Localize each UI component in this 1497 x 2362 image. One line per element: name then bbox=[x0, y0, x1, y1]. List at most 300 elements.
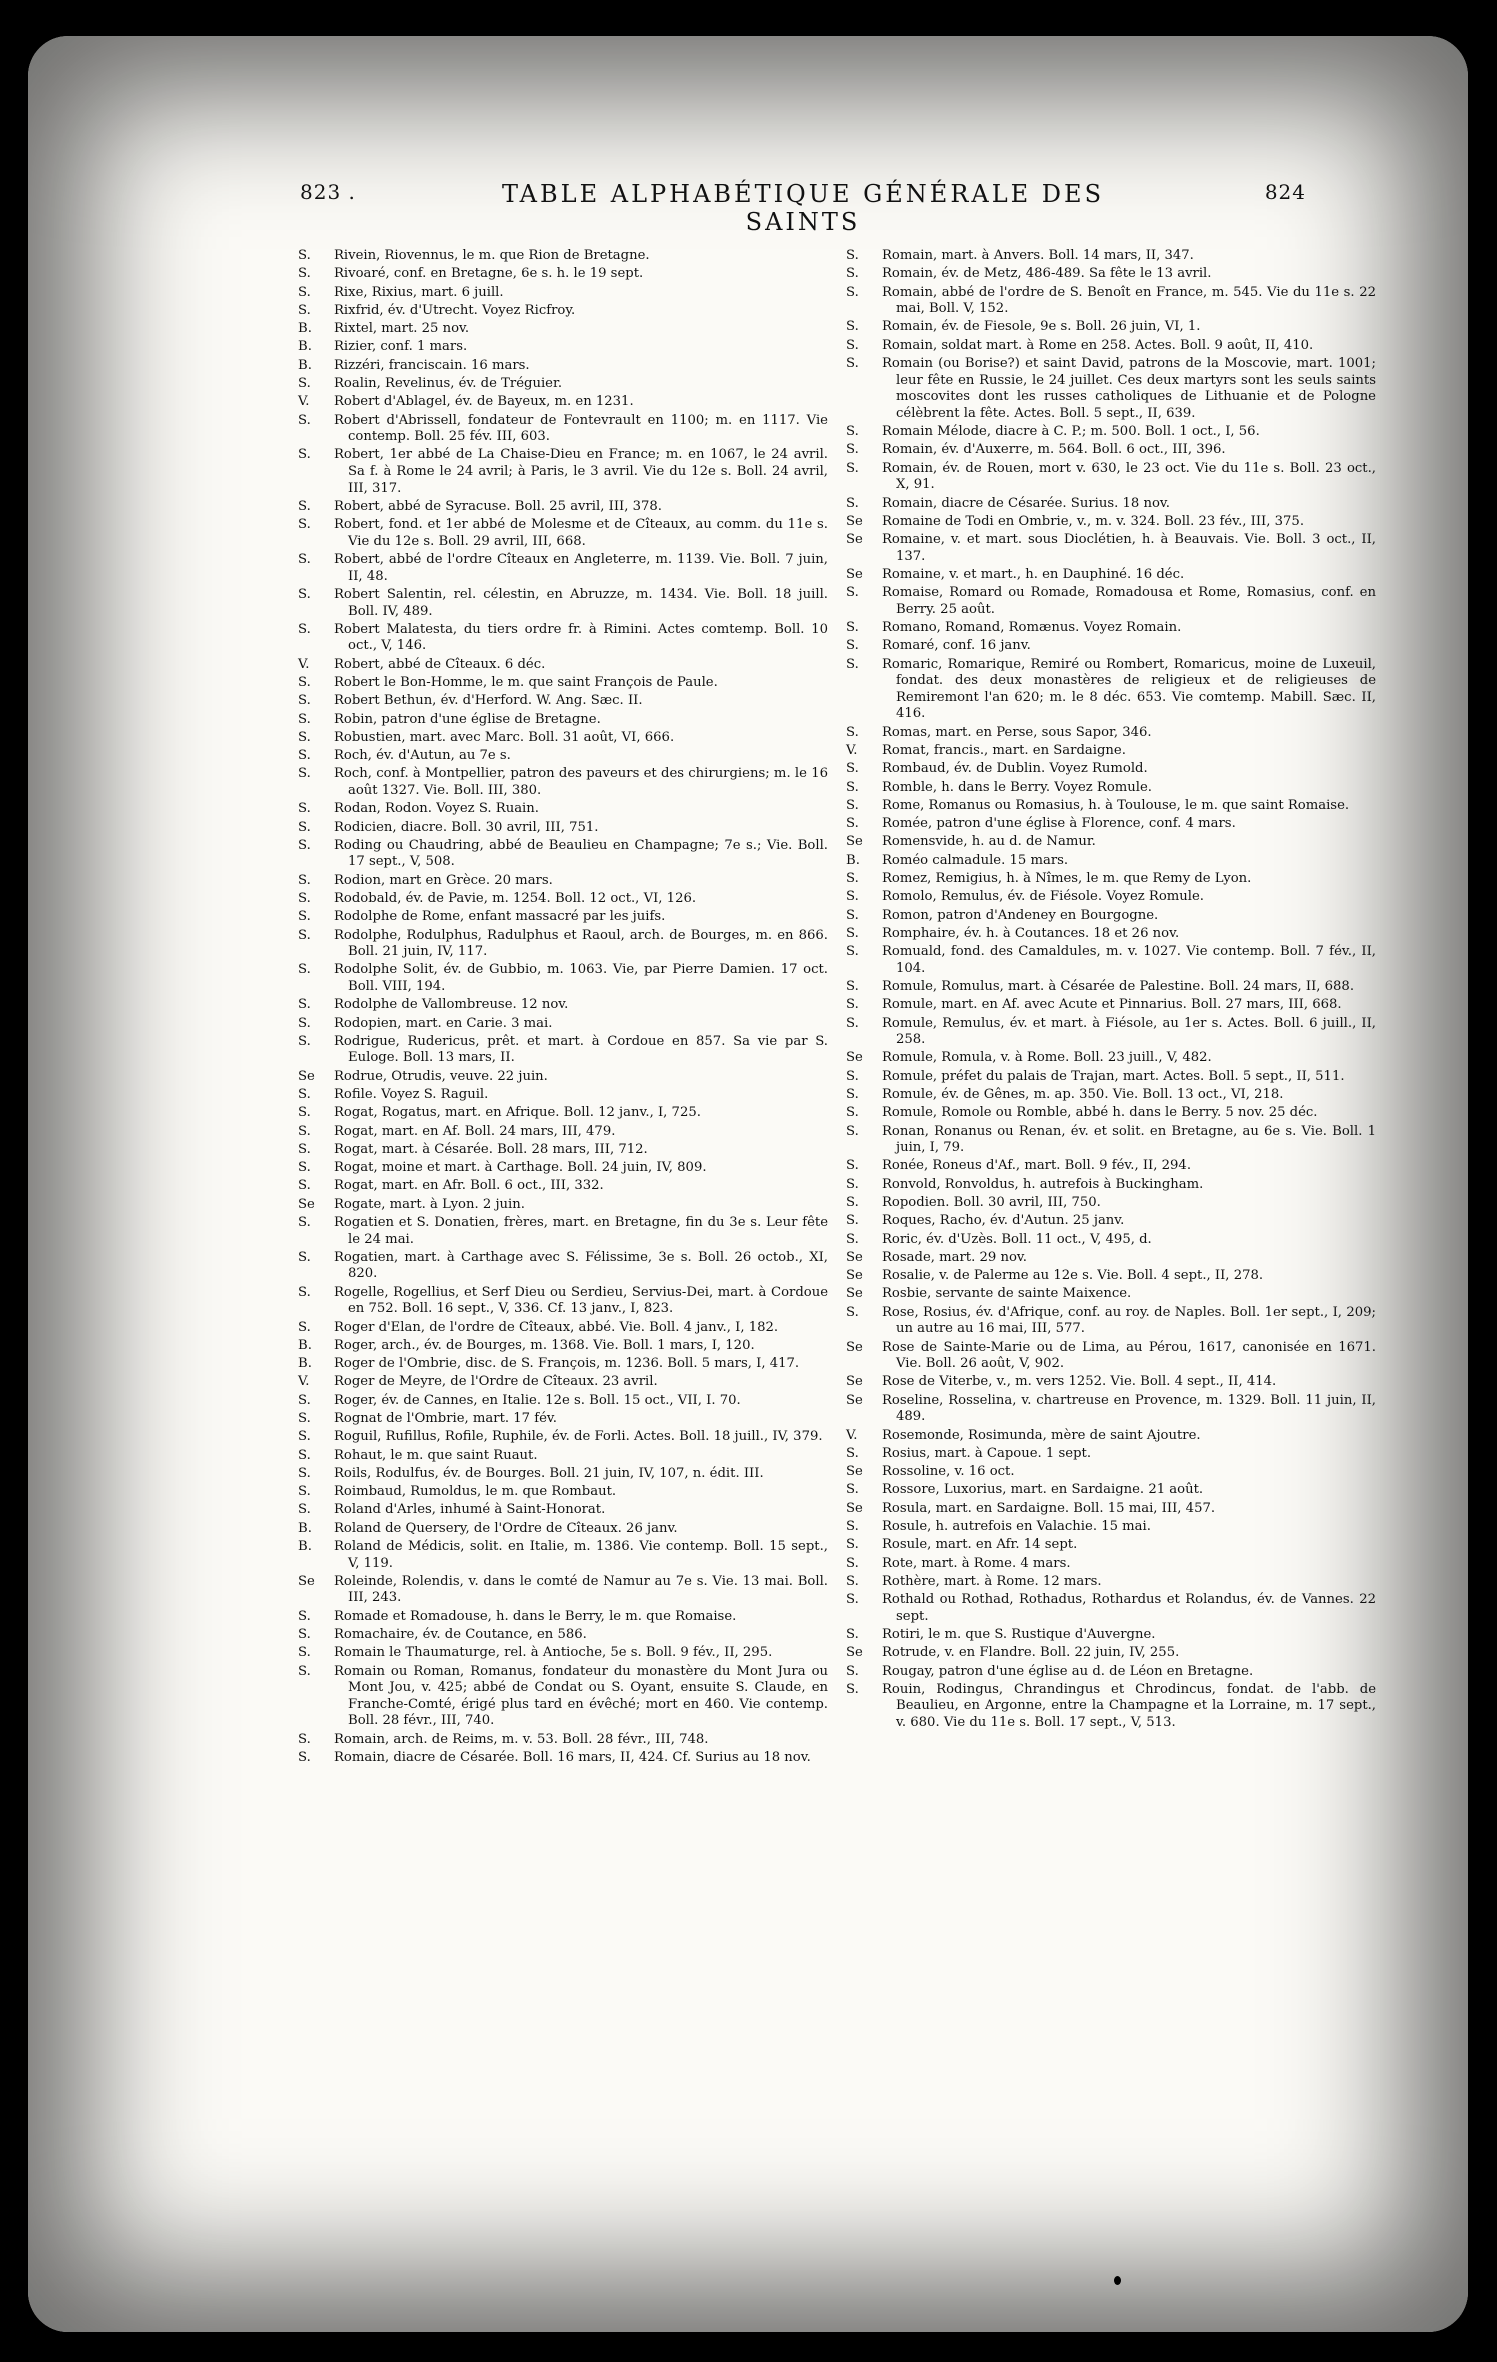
index-entry bbox=[298, 1539, 828, 1572]
entry-prefix: S. bbox=[298, 1410, 311, 1426]
index-entry bbox=[846, 979, 1376, 996]
index-entry bbox=[298, 339, 828, 356]
entry-text: Rouin, Rodingus, Chrandingus et Chrodincus, fondat. de l'abb. de Beaulieu, en Argonne, entre la Champagne et la Lorraine, m. 17 sept., v. 680. Vie du 11e s. Boll. 17 sept., V, 513. bbox=[882, 1681, 1376, 1730]
entry-text: Rosula, mart. en Sardaigne. Boll. 15 mai, III, 457. bbox=[882, 1500, 1216, 1516]
entry-prefix: S. bbox=[298, 1086, 311, 1102]
index-entry bbox=[846, 657, 1376, 723]
index-entry bbox=[298, 1285, 828, 1318]
index-entry bbox=[298, 1521, 828, 1538]
entry-prefix: Se bbox=[298, 1196, 315, 1212]
index-entry bbox=[846, 1682, 1376, 1732]
index-entry bbox=[846, 725, 1376, 742]
entry-text: Roland de Médicis, solit. en Italie, m. 1386. Vie contemp. Boll. 15 sept., V, 119. bbox=[334, 1538, 828, 1571]
entry-text: Robert, 1er abbé de La Chaise-Dieu en France; m. en 1067, le 24 avril. Sa f. à Rome le 24 avril; à Paris, le 3 avril. Vie du 12e s. Boll. 24 avril, III, 317. bbox=[334, 447, 828, 496]
index-entry bbox=[846, 424, 1376, 441]
index-entry bbox=[298, 838, 828, 871]
entry-prefix: S. bbox=[298, 1033, 311, 1049]
index-entry bbox=[298, 1142, 828, 1159]
entry-prefix: S. bbox=[298, 766, 311, 782]
entry-text: Robert, abbé de Cîteaux. 6 déc. bbox=[334, 656, 546, 672]
entry-prefix: S. bbox=[298, 1178, 311, 1194]
entry-text: Rixe, Rixius, mart. 6 juill. bbox=[334, 284, 504, 300]
entry-text: Romaine, v. et mart., h. en Dauphiné. 16 déc. bbox=[882, 566, 1185, 582]
index-entry bbox=[846, 798, 1376, 815]
entry-text: Rogelle, Rogellius, et Serf Dieu ou Serdieu, Servius-Dei, mart. à Cordoue en 752. Boll. 16 sept., V, 336. Cf. 13 janv., I, 823. bbox=[334, 1284, 828, 1317]
entry-text: Romain, mart. à Anvers. Boll. 14 mars, II, 347. bbox=[882, 248, 1194, 263]
entry-text: Roméo calmadule. 15 mars. bbox=[882, 852, 1069, 868]
page-title: TABLE ALPHABÉTIQUE GÉNÉRALE DES SAINTS bbox=[501, 180, 1105, 236]
index-entry bbox=[298, 1393, 828, 1410]
index-entry bbox=[298, 1338, 828, 1355]
entry-text: Roland d'Arles, inhumé à Saint-Honorat. bbox=[334, 1502, 606, 1518]
entry-prefix: Se bbox=[846, 532, 863, 548]
index-entry bbox=[846, 620, 1376, 637]
entry-prefix: S. bbox=[298, 1015, 311, 1031]
entry-prefix: S. bbox=[298, 1123, 311, 1139]
entry-text: Roques, Racho, év. d'Autun. 25 janv. bbox=[882, 1213, 1125, 1229]
entry-prefix: S. bbox=[846, 356, 859, 371]
left-column bbox=[298, 248, 828, 1768]
entry-text: Romon, patron d'Andeney en Bourgogne. bbox=[882, 907, 1159, 923]
index-entry bbox=[846, 285, 1376, 318]
index-entry bbox=[846, 1268, 1376, 1285]
ink-speck bbox=[1114, 2276, 1121, 2285]
index-entry bbox=[846, 997, 1376, 1014]
entry-text: Robert, abbé de Syracuse. Boll. 25 avril, III, 378. bbox=[334, 498, 663, 514]
index-entry bbox=[298, 748, 828, 765]
index-entry bbox=[846, 1087, 1376, 1104]
entry-prefix: S. bbox=[846, 1681, 859, 1697]
entry-text: Roger, év. de Cannes, en Italie. 12e s. Boll. 15 oct., VII, I. 70. bbox=[334, 1392, 741, 1408]
entry-prefix: S. bbox=[298, 1731, 311, 1747]
entry-text: Ronvold, Ronvoldus, h. autrefois à Buckingham. bbox=[882, 1176, 1204, 1192]
entry-text: Rote, mart. à Rome. 4 mars. bbox=[882, 1555, 1071, 1571]
index-entry bbox=[846, 1232, 1376, 1249]
index-entry bbox=[298, 303, 828, 320]
index-entry bbox=[298, 1197, 828, 1214]
index-entry bbox=[298, 730, 828, 747]
entry-prefix: S. bbox=[846, 266, 859, 282]
index-entry bbox=[298, 1411, 828, 1428]
index-entry bbox=[846, 944, 1376, 977]
entry-prefix: V. bbox=[846, 1427, 858, 1443]
entry-text: Rodan, Rodon. Voyez S. Ruain. bbox=[334, 801, 539, 817]
entry-text: Roch, év. d'Autun, au 7e s. bbox=[334, 748, 511, 764]
entry-prefix: S. bbox=[846, 1592, 859, 1608]
entry-prefix: S. bbox=[298, 927, 311, 943]
entry-text: Robert d'Ablagel, év. de Bayeux, m. en 1231. bbox=[334, 394, 634, 410]
entry-prefix: S. bbox=[846, 656, 859, 672]
entry-text: Rose de Viterbe, v., m. vers 1252. Vie. Boll. 4 sept., II, 414. bbox=[882, 1374, 1277, 1390]
index-entry bbox=[846, 1464, 1376, 1481]
index-entry bbox=[846, 1340, 1376, 1373]
entry-text: Rotiri, le m. que S. Rustique d'Auvergne. bbox=[882, 1626, 1156, 1642]
entry-prefix: S. bbox=[298, 1465, 311, 1481]
entry-text: Rodolphe Solit, év. de Gubbio, m. 1063. Vie, par Pierre Damien. 17 oct. Boll. VIII, 194. bbox=[334, 962, 828, 994]
entry-text: Robert Bethun, év. d'Herford. W. Ang. Sæc. II. bbox=[334, 693, 643, 709]
entry-prefix: S. bbox=[846, 1158, 859, 1174]
index-entry bbox=[298, 909, 828, 926]
entry-text: Romain, év. de Metz, 486-489. Sa fête le 13 avril. bbox=[882, 266, 1212, 282]
entry-text: Rogat, mart. en Afr. Boll. 6 oct., III, 332. bbox=[334, 1178, 604, 1194]
index-entry bbox=[298, 1124, 828, 1141]
entry-prefix: Se bbox=[846, 1374, 863, 1390]
index-entry bbox=[846, 461, 1376, 494]
entry-prefix: S. bbox=[298, 1284, 311, 1300]
index-entry bbox=[298, 1160, 828, 1177]
index-entry bbox=[846, 1501, 1376, 1518]
entry-prefix: S. bbox=[298, 552, 311, 568]
entry-prefix: S. bbox=[298, 302, 311, 318]
entry-prefix: S. bbox=[846, 1537, 859, 1553]
entry-text: Romble, h. dans le Berry. Voyez Romule. bbox=[882, 779, 1152, 795]
entry-text: Rodicien, diacre. Boll. 30 avril, III, 751. bbox=[334, 819, 599, 835]
entry-text: Robustien, mart. avec Marc. Boll. 31 août, VI, 666. bbox=[334, 729, 675, 745]
entry-text: Rossoline, v. 16 oct. bbox=[882, 1464, 1015, 1480]
entry-text: Romain, év. de Fiesole, 9e s. Boll. 26 juin, VI, 1. bbox=[882, 319, 1201, 335]
index-entry bbox=[846, 761, 1376, 778]
entry-text: Roger de l'Ombrie, disc. de S. François, m. 1236. Boll. 5 mars, I, 417. bbox=[334, 1356, 800, 1372]
entry-text: Robert le Bon-Homme, le m. que saint François de Paule. bbox=[334, 674, 718, 690]
index-entry bbox=[846, 816, 1376, 833]
entry-prefix: S. bbox=[846, 620, 859, 636]
entry-text: Rodopien, mart. en Carie. 3 mai. bbox=[334, 1015, 553, 1031]
entry-text: Rivoaré, conf. en Bretagne, 6e s. h. le 19 sept. bbox=[334, 266, 644, 282]
entry-text: Roger de Meyre, de l'Ordre de Cîteaux. 23 avril. bbox=[334, 1374, 658, 1390]
entry-text: Roric, év. d'Uzès. Boll. 11 oct., V, 495, d. bbox=[882, 1231, 1152, 1247]
entry-prefix: S. bbox=[298, 909, 311, 925]
entry-prefix: S. bbox=[846, 1213, 859, 1229]
index-entry bbox=[298, 587, 828, 620]
entry-text: Rosbie, servante de sainte Maixence. bbox=[882, 1286, 1132, 1302]
index-entry bbox=[846, 1537, 1376, 1554]
entry-prefix: S. bbox=[298, 1484, 311, 1500]
entry-prefix: S. bbox=[298, 1645, 311, 1661]
index-entry bbox=[298, 248, 828, 265]
entry-prefix: S. bbox=[298, 1502, 311, 1518]
entry-prefix: S. bbox=[846, 1176, 859, 1192]
entry-text: Romule, Romulus, mart. à Césarée de Palestine. Boll. 24 mars, II, 688. bbox=[882, 978, 1355, 994]
entry-text: Rosemonde, Rosimunda, mère de saint Ajoutre. bbox=[882, 1427, 1201, 1443]
entry-prefix: Se bbox=[298, 1573, 315, 1589]
entry-prefix: S. bbox=[846, 1105, 859, 1121]
index-entry bbox=[846, 1124, 1376, 1157]
entry-prefix: S. bbox=[846, 925, 859, 941]
index-entry bbox=[846, 1305, 1376, 1338]
entry-text: Romain, soldat mart. à Rome en 258. Actes. Boll. 9 août, II, 410. bbox=[882, 337, 1314, 353]
entry-prefix: S. bbox=[846, 495, 859, 511]
entry-prefix: S. bbox=[298, 1105, 311, 1121]
entry-text: Rogatien et S. Donatien, frères, mart. en Bretagne, fin du 3e s. Leur fête le 24 mai. bbox=[334, 1214, 828, 1247]
page-number-left: 823 . bbox=[300, 180, 356, 204]
entry-text: Robert Salentin, rel. célestin, en Abruzze, m. 1434. Vie. Boll. 18 juill. Boll. IV, 489. bbox=[334, 586, 828, 619]
index-entry bbox=[298, 1178, 828, 1195]
index-entry bbox=[298, 657, 828, 674]
entry-text: Romez, Remigius, h. à Nîmes, le m. que Remy de Lyon. bbox=[882, 870, 1252, 886]
entry-text: Ronée, Roneus d'Af., mart. Boll. 9 fév., II, 294. bbox=[882, 1158, 1192, 1174]
entry-text: Romule, Romole ou Romble, abbé h. dans le Berry. 5 nov. 25 déc. bbox=[882, 1105, 1318, 1121]
entry-prefix: S. bbox=[846, 997, 859, 1013]
entry-prefix: S. bbox=[298, 621, 311, 637]
entry-prefix: S. bbox=[846, 460, 859, 476]
right-column bbox=[846, 248, 1376, 1733]
entry-text: Romain, arch. de Reims, m. v. 53. Boll. 28 févr., III, 748. bbox=[334, 1731, 709, 1747]
entry-text: Rofile. Voyez S. Raguil. bbox=[334, 1086, 489, 1102]
index-entry bbox=[846, 908, 1376, 925]
entry-text: Romule, Remulus, év. et mart. à Fiésole, au 1er s. Actes. Boll. 6 juill., II, 258. bbox=[882, 1015, 1376, 1048]
entry-text: Romaré, conf. 16 janv. bbox=[882, 638, 1031, 654]
entry-text: Roseline, Rosselina, v. chartreuse en Provence, m. 1329. Boll. 11 juin, II, 489. bbox=[882, 1392, 1376, 1425]
entry-text: Romphaire, év. h. à Coutances. 18 et 26 nov. bbox=[882, 925, 1180, 941]
entry-text: Rodrigue, Rudericus, prêt. et mart. à Cordoue en 857. Sa vie par S. Euloge. Boll. 13 mars, II. bbox=[334, 1033, 828, 1066]
index-entry bbox=[846, 1645, 1376, 1662]
entry-text: Rogatien, mart. à Carthage avec S. Félissime, 3e s. Boll. 26 octob., XI, 820. bbox=[334, 1249, 828, 1282]
entry-text: Rogat, moine et mart. à Carthage. Boll. 24 juin, IV, 809. bbox=[334, 1160, 707, 1176]
entry-prefix: Se bbox=[846, 1464, 863, 1480]
entry-text: Robert, fond. et 1er abbé de Molesme et de Cîteaux, au comm. du 11e s. Vie du 12e s. Boll. 29 avril, III, 668. bbox=[334, 517, 828, 549]
index-entry bbox=[298, 517, 828, 550]
entry-prefix: B. bbox=[298, 1356, 312, 1372]
entry-prefix: S. bbox=[298, 586, 311, 602]
entry-prefix: S. bbox=[846, 1123, 859, 1139]
entry-text: Rizier, conf. 1 mars. bbox=[334, 339, 468, 355]
entry-prefix: Se bbox=[846, 1286, 863, 1302]
entry-prefix: S. bbox=[846, 978, 859, 994]
entry-prefix: S. bbox=[846, 1015, 859, 1031]
index-entry bbox=[298, 1645, 828, 1662]
entry-prefix: S. bbox=[298, 447, 311, 463]
entry-text: Romas, mart. en Perse, sous Sapor, 346. bbox=[882, 724, 1152, 740]
index-entry bbox=[846, 834, 1376, 851]
entry-prefix: S. bbox=[846, 1518, 859, 1534]
entry-text: Rodrue, Otrudis, veuve. 22 juin. bbox=[334, 1068, 548, 1084]
index-entry bbox=[298, 766, 828, 799]
entry-text: Rodion, mart en Grèce. 20 mars. bbox=[334, 872, 553, 888]
index-entry bbox=[298, 413, 828, 446]
entry-prefix: B. bbox=[298, 321, 312, 337]
index-entry bbox=[298, 891, 828, 908]
entry-prefix: S. bbox=[846, 870, 859, 886]
entry-text: Rogat, mart. en Af. Boll. 24 mars, III, 479. bbox=[334, 1123, 616, 1139]
index-entry bbox=[298, 1034, 828, 1067]
index-entry bbox=[846, 780, 1376, 797]
entry-prefix: S. bbox=[298, 819, 311, 835]
entry-text: Robert Malatesta, du tiers ordre fr. à Rimini. Actes comtemp. Boll. 10 oct., V, 146. bbox=[334, 621, 828, 654]
entry-prefix: Se bbox=[298, 1068, 315, 1084]
index-entry bbox=[846, 1016, 1376, 1049]
entry-text: Rosule, mart. en Afr. 14 sept. bbox=[882, 1537, 1078, 1553]
index-entry bbox=[298, 1356, 828, 1373]
entry-text: Ropodien. Boll. 30 avril, III, 750. bbox=[882, 1194, 1101, 1210]
index-entry bbox=[298, 1627, 828, 1644]
entry-prefix: S. bbox=[298, 284, 311, 300]
entry-text: Ronan, Ronanus ou Renan, év. et solit. en Bretagne, au 6e s. Vie. Boll. 1 juin, I, 79. bbox=[882, 1123, 1376, 1156]
entry-prefix: S. bbox=[846, 724, 859, 740]
entry-text: Romain Mélode, diacre à C. P.; m. 500. Boll. 1 oct., I, 56. bbox=[882, 424, 1260, 440]
entry-prefix: S. bbox=[298, 1447, 311, 1463]
index-entry bbox=[298, 321, 828, 338]
index-entry bbox=[846, 442, 1376, 459]
index-entry bbox=[298, 1429, 828, 1446]
index-entry bbox=[846, 1250, 1376, 1267]
entry-prefix: B. bbox=[298, 1337, 312, 1353]
entry-text: Romat, francis., mart. en Sardaigne. bbox=[882, 743, 1126, 758]
entry-text: Rougay, patron d'une église au d. de Léon en Bretagne. bbox=[882, 1663, 1254, 1679]
entry-text: Rotrude, v. en Flandre. Boll. 22 juin, IV, 255. bbox=[882, 1645, 1180, 1661]
index-entry bbox=[298, 873, 828, 890]
entry-text: Romain ou Roman, Romanus, fondateur du monastère du Mont Jura ou Mont Jou, v. 425; abbé de Condat ou S. Oyant, ensuite S. Claude, en Franche-Comté, érigé plus tard en évêché; mort en 460. Vie contemp. Boll. 28 févr., III, 740. bbox=[334, 1663, 828, 1729]
entry-prefix: S. bbox=[846, 797, 859, 813]
index-entry bbox=[298, 1250, 828, 1283]
entry-text: Romaine, v. et mart. sous Dioclétien, h. à Beauvais. Vie. Boll. 3 oct., II, 137. bbox=[882, 532, 1376, 564]
entry-text: Rossore, Luxorius, mart. en Sardaigne. 21 août. bbox=[882, 1482, 1204, 1498]
entry-text: Rivein, Riovennus, le m. que Rion de Bretagne. bbox=[334, 248, 650, 263]
entry-prefix: S. bbox=[846, 1626, 859, 1642]
index-entry bbox=[298, 622, 828, 655]
entry-prefix: S. bbox=[846, 1573, 859, 1589]
entry-prefix: S. bbox=[846, 1231, 859, 1247]
entry-prefix: S. bbox=[298, 1608, 311, 1624]
index-entry bbox=[846, 1050, 1376, 1067]
scanned-page bbox=[28, 36, 1468, 2332]
entry-prefix: S. bbox=[846, 319, 859, 335]
entry-prefix: S. bbox=[298, 997, 311, 1013]
entry-text: Rogate, mart. à Lyon. 2 juin. bbox=[334, 1196, 525, 1212]
index-entry bbox=[846, 514, 1376, 531]
entry-text: Romaine de Todi en Ombrie, v., m. v. 324. Boll. 23 fév., III, 375. bbox=[882, 513, 1305, 529]
entry-text: Roland de Quersery, de l'Ordre de Cîteaux. 26 janv. bbox=[334, 1520, 678, 1536]
entry-prefix: S. bbox=[846, 638, 859, 654]
entry-text: Romule, préfet du palais de Trajan, mart. Actes. Boll. 5 sept., II, 511. bbox=[882, 1068, 1345, 1084]
entry-prefix: S. bbox=[846, 337, 859, 353]
index-entry bbox=[846, 1213, 1376, 1230]
entry-text: Roding ou Chaudring, abbé de Beaulieu en Champagne; 7e s.; Vie. Boll. 17 sept., V, 508. bbox=[334, 837, 828, 870]
entry-prefix: S. bbox=[298, 1141, 311, 1157]
index-entry bbox=[846, 567, 1376, 584]
entry-text: Rombaud, év. de Dublin. Voyez Rumold. bbox=[882, 761, 1148, 777]
entry-prefix: S. bbox=[298, 266, 311, 282]
entry-prefix: S. bbox=[846, 816, 859, 832]
index-entry bbox=[846, 853, 1376, 870]
entry-text: Romolo, Remulus, év. de Fiésole. Voyez Romule. bbox=[882, 889, 1204, 905]
entry-text: Rognat de l'Ombrie, mart. 17 fév. bbox=[334, 1410, 557, 1426]
index-entry bbox=[298, 997, 828, 1014]
entry-prefix: S. bbox=[298, 1429, 311, 1445]
running-header bbox=[300, 158, 1306, 236]
index-entry bbox=[298, 712, 828, 729]
entry-text: Romule, Romula, v. à Rome. Boll. 23 juill., V, 482. bbox=[882, 1050, 1212, 1066]
entry-prefix: S. bbox=[846, 944, 859, 960]
entry-prefix: S. bbox=[846, 1086, 859, 1102]
index-entry bbox=[846, 889, 1376, 906]
page-number-right: 824 bbox=[1264, 180, 1306, 204]
entry-prefix: Se bbox=[846, 834, 863, 850]
entry-text: Rothald ou Rothad, Rothadus, Rothardus et Rolandus, év. de Vannes. 22 sept. bbox=[882, 1592, 1376, 1624]
entry-text: Rodolphe de Rome, enfant massacré par les juifs. bbox=[334, 909, 666, 925]
entry-text: Rosalie, v. de Palerme au 12e s. Vie. Boll. 4 sept., II, 278. bbox=[882, 1268, 1264, 1284]
entry-text: Romaric, Romarique, Remiré ou Rombert, Romaricus, moine de Luxeuil, fondat. des deux monastères de religieux et de religieuses de Remiremont l'an 620; m. le 8 déc. 653. Vie comtemp. Mabill. Sæc. II, 416. bbox=[882, 656, 1376, 722]
entry-prefix: B. bbox=[298, 339, 312, 355]
entry-prefix: S. bbox=[846, 889, 859, 905]
index-entry bbox=[846, 1627, 1376, 1644]
entry-prefix: Se bbox=[846, 1339, 863, 1355]
index-entry bbox=[298, 1732, 828, 1749]
entry-prefix: S. bbox=[298, 872, 311, 888]
entry-prefix: S. bbox=[298, 412, 311, 428]
entry-text: Rogat, mart. à Césarée. Boll. 28 mars, III, 712. bbox=[334, 1141, 648, 1157]
entry-prefix: S. bbox=[298, 729, 311, 745]
index-entry bbox=[298, 1374, 828, 1391]
index-entry bbox=[298, 1484, 828, 1501]
entry-text: Roger d'Elan, de l'ordre de Cîteaux, abbé. Vie. Boll. 4 janv., I, 182. bbox=[334, 1319, 779, 1335]
index-entry bbox=[298, 1320, 828, 1337]
entry-text: Roils, Rodulfus, év. de Bourges. Boll. 21 juin, IV, 107, n. édit. III. bbox=[334, 1465, 764, 1481]
entry-prefix: S. bbox=[298, 962, 311, 978]
index-entry bbox=[298, 1215, 828, 1248]
entry-prefix: S. bbox=[298, 1749, 311, 1765]
index-entry bbox=[298, 1664, 828, 1730]
entry-prefix: S. bbox=[298, 890, 311, 906]
entry-prefix: Se bbox=[846, 1645, 863, 1661]
index-entry bbox=[298, 1466, 828, 1483]
entry-prefix: Se bbox=[846, 1392, 863, 1408]
index-entry bbox=[846, 1158, 1376, 1175]
entry-prefix: Se bbox=[846, 1249, 863, 1265]
entry-text: Roleinde, Rolendis, v. dans le comté de Namur au 7e s. Vie. 13 mai. Boll. III, 243. bbox=[334, 1573, 828, 1606]
index-entry bbox=[846, 1664, 1376, 1681]
index-entry bbox=[846, 1428, 1376, 1445]
entry-text: Rome, Romanus ou Romasius, h. à Toulouse, le m. que saint Romaise. bbox=[882, 797, 1350, 813]
index-entry bbox=[846, 1069, 1376, 1086]
entry-prefix: S. bbox=[298, 674, 311, 690]
entry-text: Rodolphe, Rodulphus, Radulphus et Raoul, arch. de Bourges, m. en 866. Boll. 21 juin, IV, 117. bbox=[334, 927, 828, 960]
index-entry bbox=[846, 638, 1376, 655]
entry-prefix: S. bbox=[846, 424, 859, 440]
index-entry bbox=[846, 1592, 1376, 1625]
entry-prefix: S. bbox=[846, 907, 859, 923]
index-entry bbox=[298, 447, 828, 497]
entry-text: Roimbaud, Rumoldus, le m. que Rombaut. bbox=[334, 1484, 617, 1500]
index-entry bbox=[298, 358, 828, 375]
entry-text: Roguil, Rufillus, Rofile, Ruphile, év. de Forli. Actes. Boll. 18 juill., IV, 379. bbox=[334, 1429, 823, 1445]
entry-text: Roalin, Revelinus, év. de Tréguier. bbox=[334, 375, 563, 391]
entry-prefix: S. bbox=[298, 498, 311, 514]
index-entry bbox=[846, 532, 1376, 565]
entry-prefix: Se bbox=[846, 1268, 863, 1284]
entry-prefix: S. bbox=[298, 693, 311, 709]
index-entry bbox=[846, 1519, 1376, 1536]
entry-text: Roger, arch., év. de Bourges, m. 1368. Vie. Boll. 1 mars, I, 120. bbox=[334, 1337, 755, 1353]
entry-prefix: S. bbox=[846, 761, 859, 777]
entry-text: Romule, év. de Gênes, m. ap. 350. Vie. Boll. 13 oct., VI, 218. bbox=[882, 1086, 1284, 1102]
entry-prefix: S. bbox=[298, 375, 311, 391]
index-entry bbox=[298, 394, 828, 411]
entry-text: Rixtel, mart. 25 nov. bbox=[334, 321, 470, 337]
entry-prefix: V. bbox=[298, 394, 310, 410]
entry-prefix: Se bbox=[846, 566, 863, 582]
index-entry bbox=[298, 1087, 828, 1104]
entry-prefix: S. bbox=[846, 248, 859, 263]
entry-prefix: Se bbox=[846, 1500, 863, 1516]
entry-prefix: S. bbox=[298, 1319, 311, 1335]
entry-prefix: S. bbox=[846, 1482, 859, 1498]
index-entry bbox=[846, 356, 1376, 422]
entry-prefix: S. bbox=[298, 1214, 311, 1230]
entry-prefix: S. bbox=[846, 1555, 859, 1571]
entry-text: Romuald, fond. des Camaldules, m. v. 1027. Vie contemp. Boll. 7 fév., II, 104. bbox=[882, 944, 1376, 976]
entry-prefix: S. bbox=[298, 801, 311, 817]
entry-prefix: V. bbox=[846, 743, 858, 758]
